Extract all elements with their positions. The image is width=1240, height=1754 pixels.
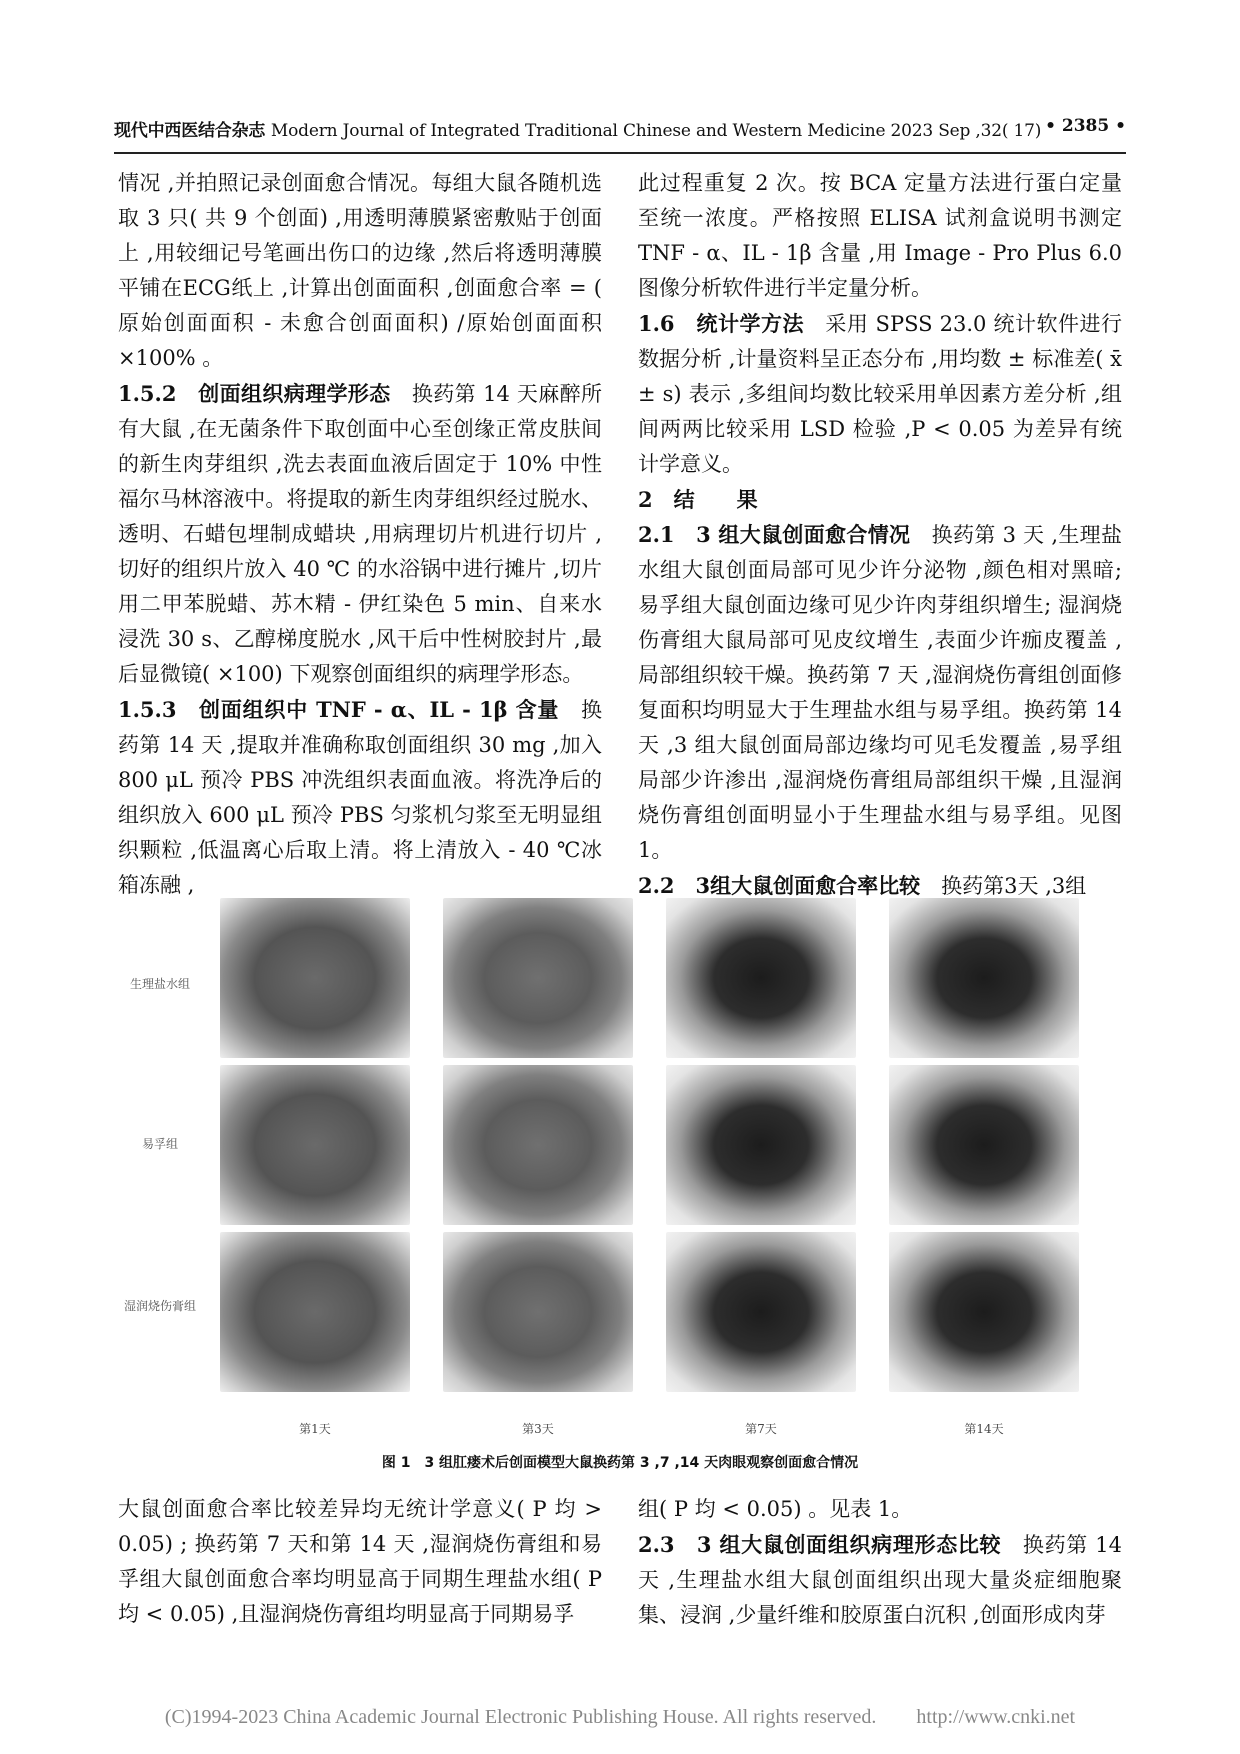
paragraph-text: 换药第 3 天 ,生理盐水组大鼠创面局部可见少许分泌物 ,颜色相对黑暗; 易孚组大鼠创面边缘可见少许肉芽组织增生; 湿润烧伤膏组大鼠局部可见皮纹增生 ,表面少许痂皮覆盖 ,局部组织较干燥。换药第 7 天 ,湿润烧伤膏组创面修复面积均明显大于生理盐水组与易孚组。换药第 14 天 ,3 组大鼠创面局部边缘均可见毛发覆盖 ,易孚组局部少许渗出 ,湿润烧伤膏组局部组织干燥 ,且湿润烧伤膏组创面明显小于生理盐水组与易孚组。见图 1。 <box>638 523 1122 862</box>
paragraph: 组( P 均 < 0.05) 。见表 1。 <box>638 1497 913 1521</box>
paragraph-text: 换药第 14 天 ,生理盐水组大鼠创面组织出现大量炎症细胞聚集、浸润 ,少量纤维和胶原蛋白沉积 ,创面形成肉芽 <box>638 1533 1122 1627</box>
wound-photo <box>443 1065 633 1225</box>
day-label: 第1天 <box>299 1422 331 1436</box>
figure-caption: 图 1 3 组肛瘘术后创面模型大鼠换药第 3 ,7 ,14 天肉眼观察创面愈合情况 <box>381 1455 859 1471</box>
running-header <box>114 108 1126 154</box>
section-heading: 1.5.2 创面组织病理学形态 <box>118 381 391 406</box>
wound-photo <box>889 1232 1079 1392</box>
section-heading: 1.6 统计学方法 <box>638 311 804 336</box>
section-heading: 1.5.3 创面组织中 TNF - α、IL - 1β 含量 <box>118 697 560 722</box>
journal-title-cn: 现代中西医结合杂志 <box>114 121 266 141</box>
row-label-yifu: 易孚组 <box>141 1137 178 1151</box>
section-heading: 2.3 3 组大鼠创面组织病理形态比较 <box>638 1532 1002 1557</box>
section-title-results: 2 结 果 <box>638 487 758 512</box>
wound-photo <box>443 898 633 1058</box>
paragraph-2-3 <box>638 1527 1122 1633</box>
page-number: • 2385 • <box>1045 116 1126 136</box>
paragraph-1-5-2 <box>118 376 602 692</box>
paragraph-text: 换药第3天 ,3组 <box>920 874 1087 898</box>
day-label: 第7天 <box>745 1422 777 1436</box>
row-label-saline: 生理盐水组 <box>129 977 190 991</box>
wound-photo <box>889 1065 1079 1225</box>
wound-photo <box>443 1232 633 1392</box>
wound-photo <box>220 1232 410 1392</box>
wound-photo <box>889 898 1079 1058</box>
wound-photo <box>666 898 856 1058</box>
paragraph-1-5-3 <box>118 692 602 903</box>
wound-photo <box>220 898 410 1058</box>
left-column-top <box>118 166 602 903</box>
paragraph-text: 采用 SPSS 23.0 统计软件进行数据分析 ,计量资料呈正态分布 ,用均数 ± 标准差( x̄ ± s) 表示 ,多组间均数比较采用单因素方差分析 ,组间两两比较采用 LSD 检验 ,P < 0.05 为差异有统计学意义。 <box>638 312 1122 476</box>
paragraph-1-6 <box>638 306 1122 482</box>
section-heading: 2.1 3 组大鼠创面愈合情况 <box>638 522 911 547</box>
day-label: 第3天 <box>522 1422 554 1436</box>
paragraph: 此过程重复 2 次。按 BCA 定量方法进行蛋白定量至统一浓度。严格按照 ELISA 试剂盒说明书测定 TNF - α、IL - 1β 含量 ,用 Image - Pro Plus 6.0 图像分析软件进行半定量分析。 <box>638 171 1122 300</box>
row-label-meibo: 湿润烧伤膏组 <box>123 1299 196 1313</box>
journal-title <box>114 116 1041 141</box>
paragraph: 大鼠创面愈合率比较差异均无统计学意义( P 均 > 0.05) ; 换药第 7 天和第 14 天 ,湿润烧伤膏组和易孚组大鼠创面愈合率均明显高于同期生理盐水组( P 均 < 0.05) ,且湿润烧伤膏组均明显高于同期易孚 <box>118 1497 602 1626</box>
journal-title-en: Modern Journal of Integrated Traditional Chinese and Western Medicine 2023 Sep ,32( 17) <box>270 121 1042 141</box>
paragraph-text: 换药第 14 天麻醉所有大鼠 ,在无菌条件下取创面中心至创缘正常皮肤间的新生肉芽组织 ,洗去表面血液后固定于 10% 中性福尔马林溶液中。将提取的新生肉芽组织经过脱水、透明、石蜡包埋制成蜡块 ,用病理切片机进行切片 ,切好的组织片放入 40 ℃ 的水浴锅中进行摊片 ,切片用二甲苯脱蜡、苏木精 - 伊红染色 5 min、自来水浸洗 30 s、乙醇梯度脱水 ,风干后中性树胶封片 ,最后显微镜( ×100) 下观察创面组织的病理学形态。 <box>118 382 602 686</box>
wound-photo <box>666 1232 856 1392</box>
paragraph-2-1 <box>638 517 1122 868</box>
wound-photo <box>666 1065 856 1225</box>
paragraph: 情况 ,并拍照记录创面愈合情况。每组大鼠各随机选取 3 只( 共 9 个创面) ,用透明薄膜紧密敷贴于创面上 ,用较细记号笔画出伤口的边缘 ,然后将透明薄膜平铺在ECG纸上 ,计算出创面面积 ,创面愈合率 = ( 原始创面面积 - 未愈合创面面积) /原始创面面积 ×100% 。 <box>118 171 602 370</box>
wound-photo <box>220 1065 410 1225</box>
right-column-top <box>638 166 1122 904</box>
paragraph-text: 换药第 14 天 ,提取并准确称取创面组织 30 mg ,加入 800 μL 预冷 PBS 冲洗组织表面血液。将洗净后的组织放入 600 μL 预冷 PBS 匀浆机匀浆至无明显组织颗粒 ,低温离心后取上清。将上清放入 - 40 ℃冰箱冻融 , <box>118 698 603 897</box>
left-column-bottom <box>118 1492 602 1632</box>
day-label: 第14天 <box>964 1422 1004 1436</box>
section-heading: 2.2 3组大鼠创面愈合率比较 <box>638 873 921 898</box>
copyright-footer: (C)1994-2023 China Academic Journal Electronic Publishing House. All rights reserved. http://www.cnki.net <box>164 1706 1076 1728</box>
right-column-bottom <box>638 1492 1122 1633</box>
